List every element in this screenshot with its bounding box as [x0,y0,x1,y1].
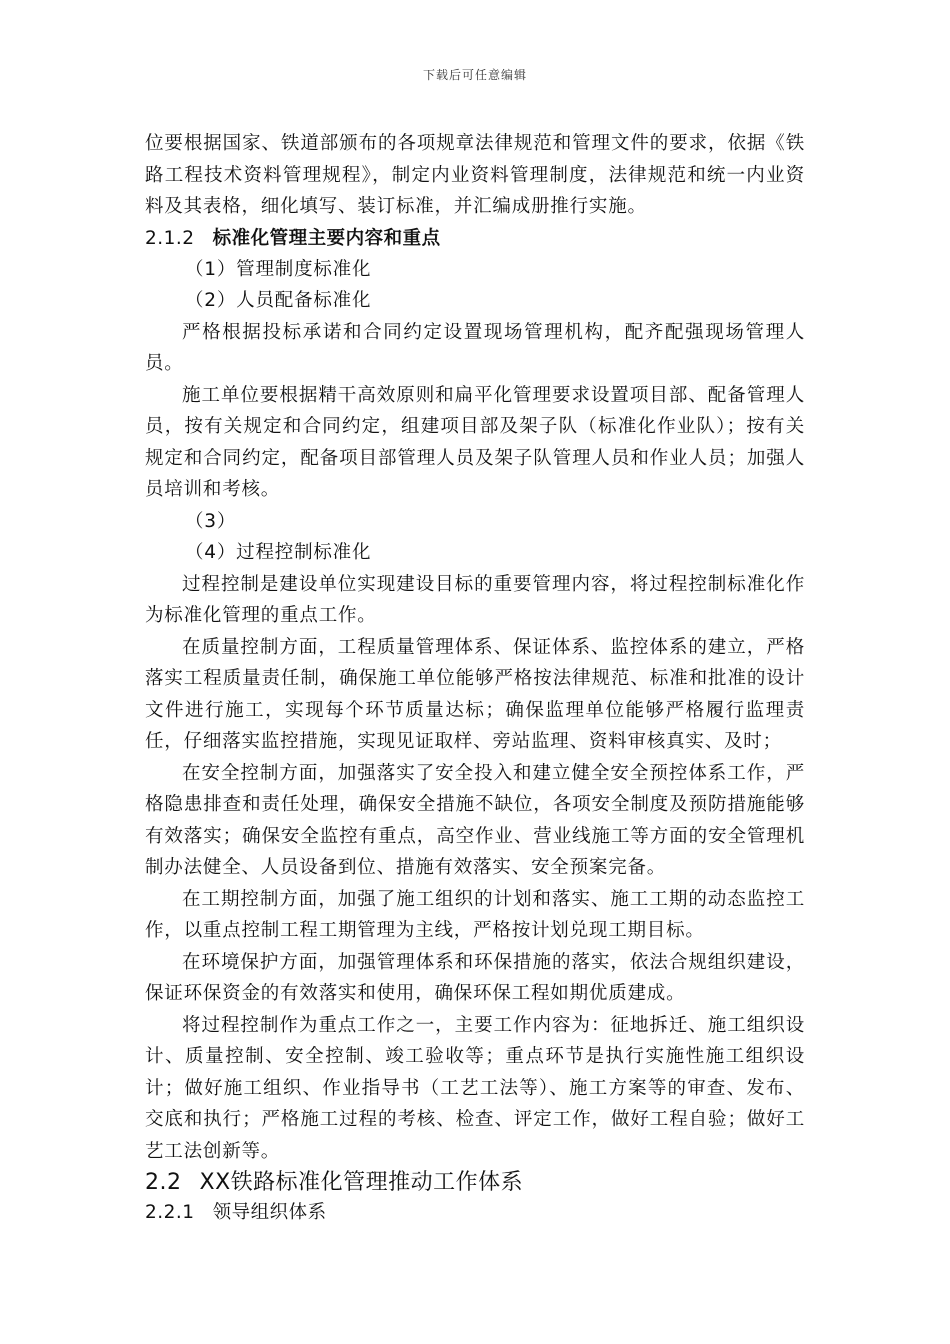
section-title: XX铁路标准化管理推动工作体系 [199,1170,524,1195]
list-item-2: （2）人员配备标准化 [185,290,372,311]
section-number: 2.2.1 [145,1202,195,1223]
section-number: 2.1.2 [145,227,195,249]
list-item-4: （4）过程控制标准化 [185,542,372,563]
section-number: 2.2 [145,1170,182,1195]
paragraph-safety-control: 在安全控制方面，加强落实了安全投入和建立健全安全预控体系工作，严格隐患排查和责任处理，确保安全措施不缺位，各项安全制度及预防措施能够有效落实；确保安全监控有重点，高空作业、营业线施工等方面的安全管理机制办法健全、人员设备到位、措施有效落实、安全预案完备。 [145,762,805,878]
section-heading-2-2 [145,1167,805,1199]
page-header-note: 下载后可任意编辑 [422,68,527,82]
section-title: 标准化管理主要内容和重点 [212,227,441,249]
paragraph-quality-control: 在质量控制方面，工程质量管理体系、保证体系、监控体系的建立，严格落实工程质量责任制，确保施工单位能够严格按法律规范、标准和批准的设计文件进行施工，实现每个环节质量达标；确保监理单位能够严格履行监理责任，仔细落实监控措施，实现见证取样、旁站监理、资料审核真实、及时； [145,636,805,752]
section-heading-2-2-1 [145,1199,805,1227]
section-title: 领导组织体系 [212,1202,327,1223]
document-body [145,128,805,1227]
paragraph-environment: 在环境保护方面，加强管理体系和环保措施的落实，依法合规组织建设，保证环保资金的有效落实和使用，确保环保工程如期优质建成。 [145,951,805,1004]
paragraph-staffing: 严格根据投标承诺和合同约定设置现场管理机构，配齐配强现场管理人员。 [145,321,805,374]
paragraph-archive-management: 位要根据国家、铁道部颁布的各项规章法律规范和管理文件的要求，依据《铁路工程技术资料管理规程》，制定内业资料管理制度，法律规范和统一内业资料及其表格，细化填写、装订标准，并汇编成册推行实施。 [145,133,805,217]
paragraph-construction-unit: 施工单位要根据精干高效原则和扁平化管理要求设置项目部、配备管理人员，按有关规定和合同约定，组建项目部及架子队（标准化作业队）；按有关规定和合同约定，配备项目部管理人员及架子队管理人员和作业人员；加强人员培训和考核。 [145,384,805,500]
paragraph-key-work: 将过程控制作为重点工作之一，主要工作内容为：征地拆迁、施工组织设计、质量控制、安全控制、竣工验收等；重点环节是执行实施性施工组织设计；做好施工组织、作业指导书（工艺工法等）、施工方案等的审查、发布、交底和执行；严格施工过程的考核、检查、评定工作，做好工程自验；做好工艺工法创新等。 [145,1014,805,1162]
paragraph-schedule-control: 在工期控制方面，加强了施工组织的计划和落实、施工工期的动态监控工作，以重点控制工程工期管理为主线，严格按计划兑现工期目标。 [145,888,805,941]
section-heading-2-1-2 [145,223,805,254]
list-item-1: （1）管理制度标准化 [185,258,372,280]
list-item-3: （3） [185,510,237,532]
paragraph-process-control: 过程控制是建设单位实现建设目标的重要管理内容，将过程控制标准化作为标准化管理的重点工作。 [145,573,805,626]
